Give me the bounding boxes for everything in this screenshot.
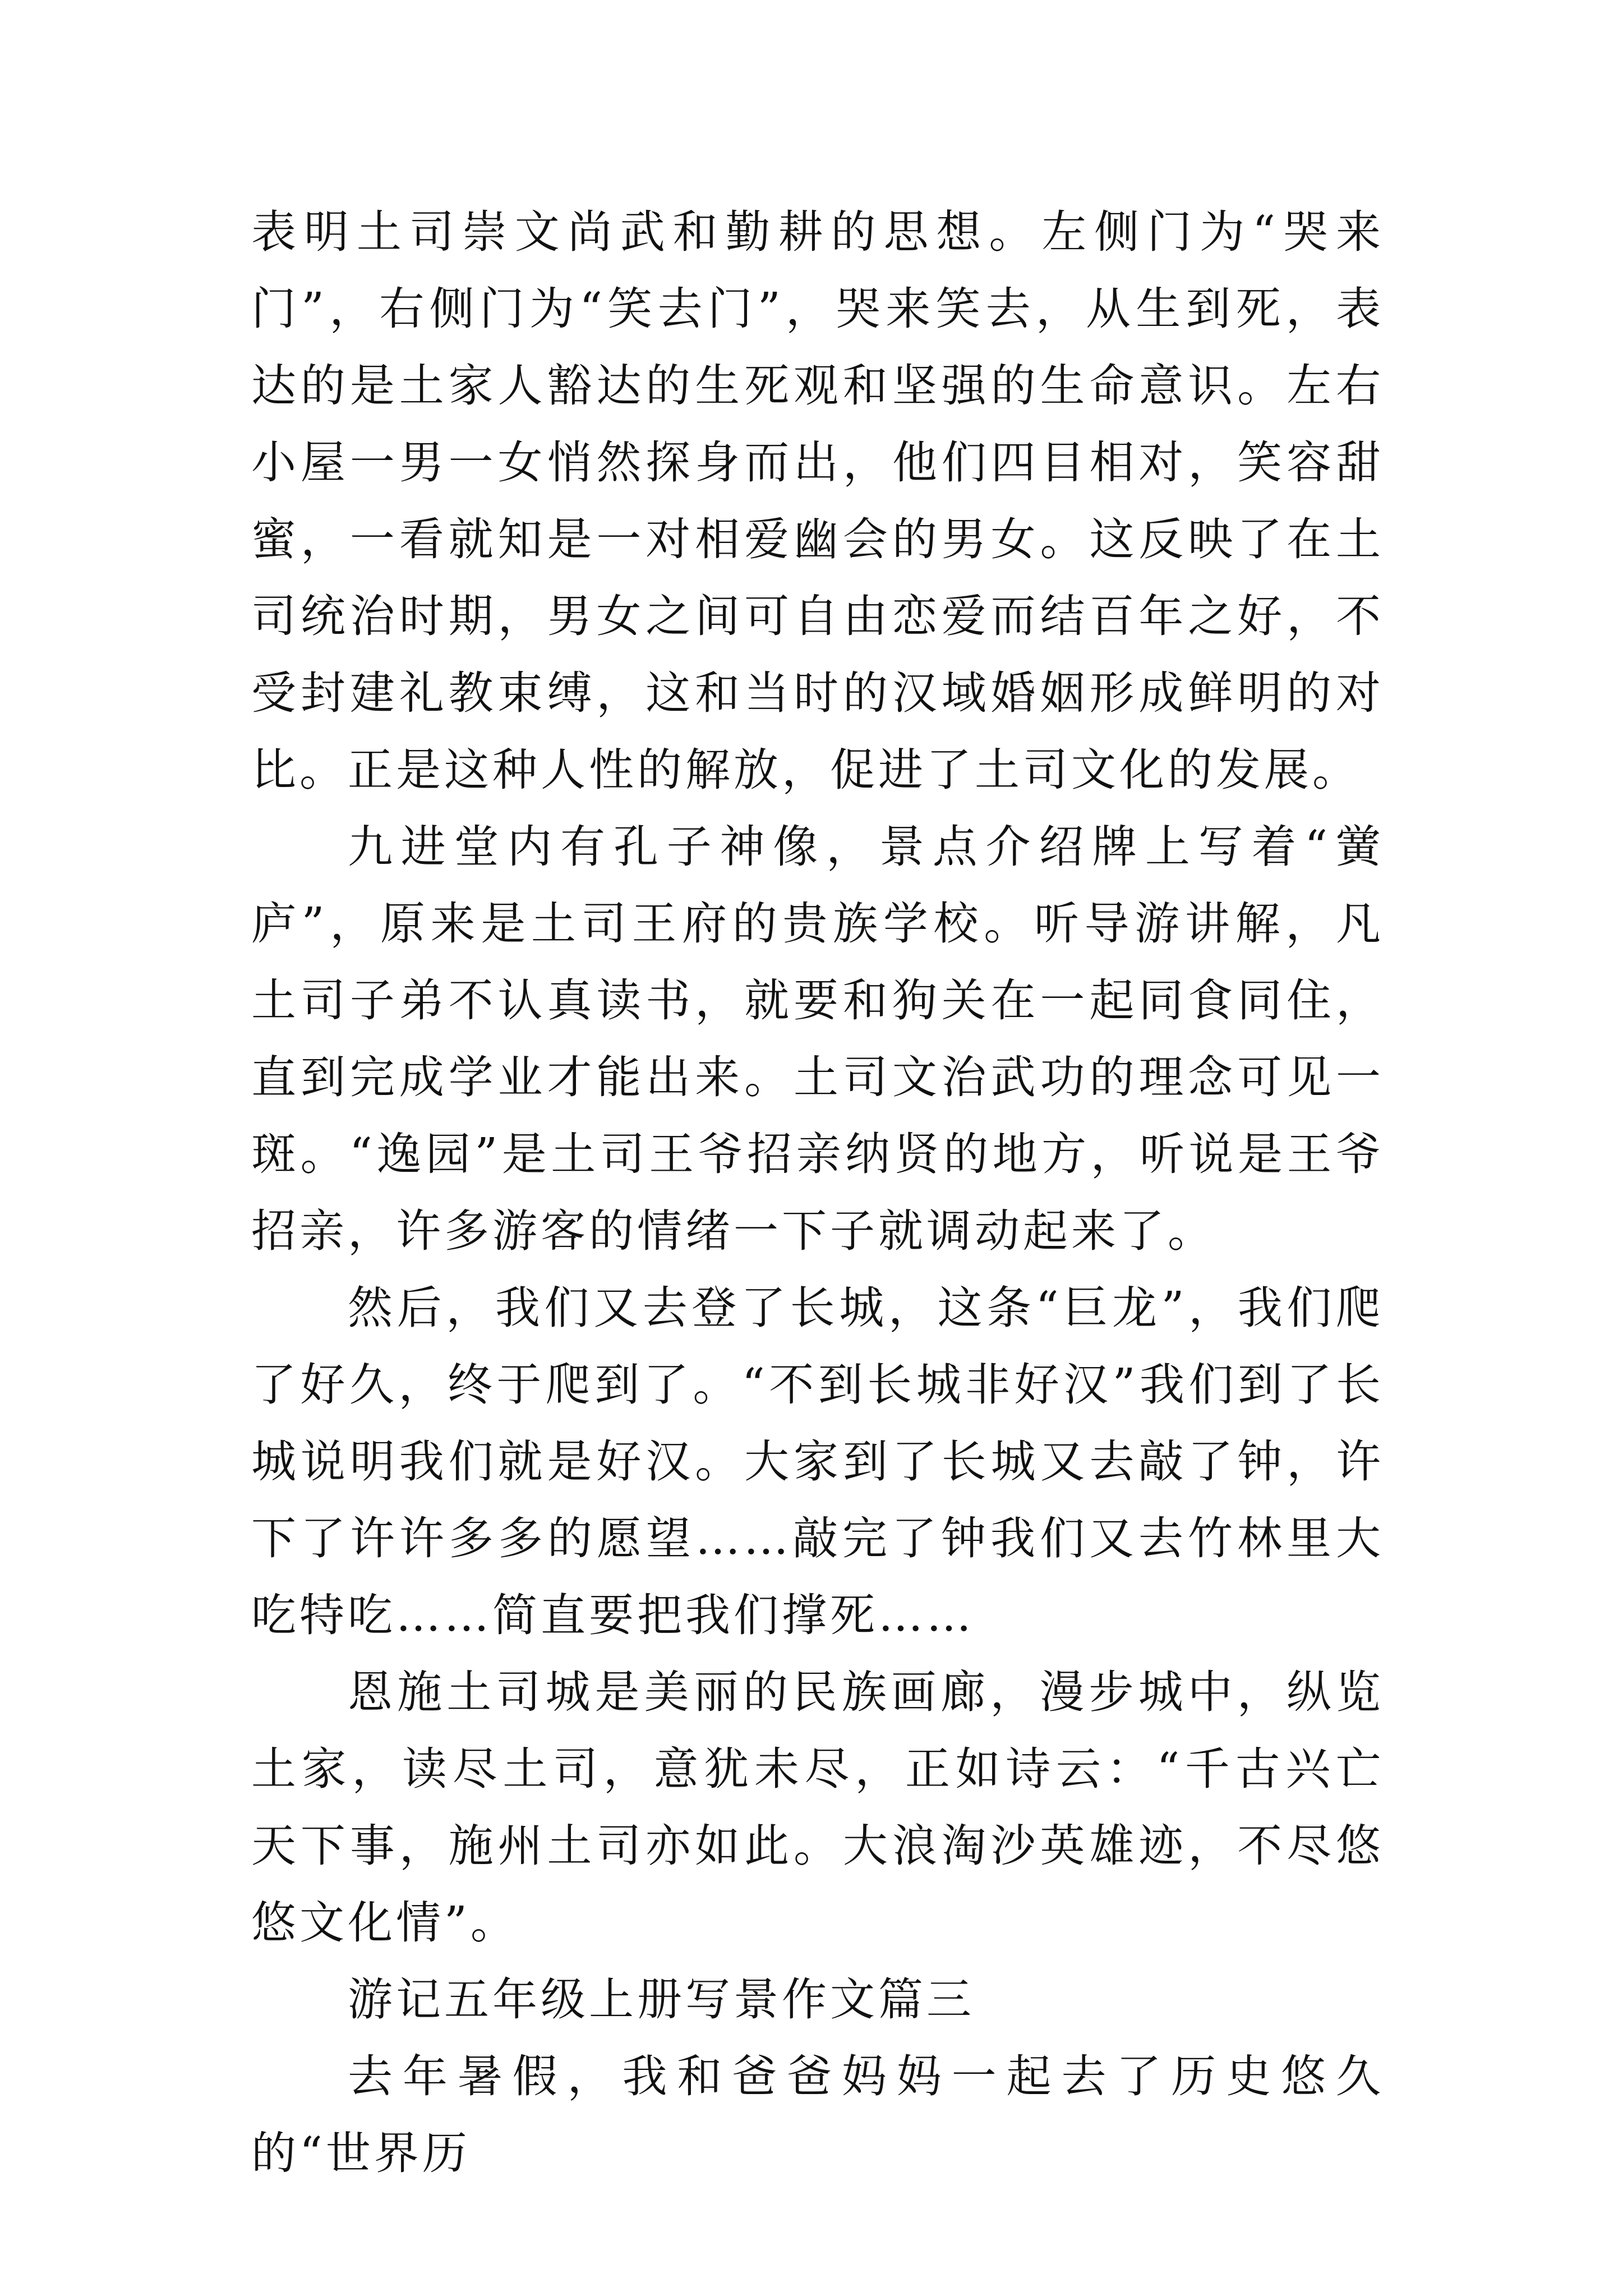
- closing-paragraph: 去年暑假，我和爸爸妈妈一起去了历史悠久的“世界历: [251, 2050, 1384, 2179]
- paragraph-3: 然后，我们又去登了长城，这条“巨龙”，我们爬了好久，终于爬到了。“不到长城非好汉”我们到了长城说明我们就是好汉。大家到了长城又去敲了钟，许下了许许多多的愿望……敲完了钟我们又去竹林里大吃特吃……简直要把我们撑死……: [251, 1282, 1384, 1641]
- document-body: [251, 194, 1384, 2192]
- paragraph-2: 九进堂内有孔子神像，景点介绍牌上写着“黉庐”，原来是土司王府的贵族学校。听导游讲解，凡土司子弟不认真读书，就要和狗关在一起同食同住，直到完成学业才能出来。土司文治武功的理念可见一斑。“逸园”是土司王爷招亲纳贤的地方，听说是王爷招亲，许多游客的情绪一下子就调动起来了。: [251, 821, 1384, 1257]
- paragraph-1: 表明土司崇文尚武和勤耕的思想。左侧门为“哭来门”，右侧门为“笑去门”，哭来笑去，从生到死，表达的是土家人豁达的生死观和坚强的生命意识。左右小屋一男一女悄然探身而出，他们四目相对，笑容甜蜜，一看就知是一对相爱幽会的男女。这反映了在土司统治时期，男女之间可自由恋爱而结百年之好，不受封建礼教束缚，这和当时的汉域婚姻形成鲜明的对比。正是这种人性的解放，促进了土司文化的发展。: [251, 206, 1384, 796]
- paragraph-4: 恩施土司城是美丽的民族画廊，漫步城中，纵览土家，读尽土司，意犹未尽，正如诗云：“千古兴亡天下事，施州土司亦如此。大浪淘沙英雄迹，不尽悠悠文化情”。: [251, 1666, 1384, 1949]
- section-heading: 游记五年级上册写景作文篇三: [348, 1973, 975, 2026]
